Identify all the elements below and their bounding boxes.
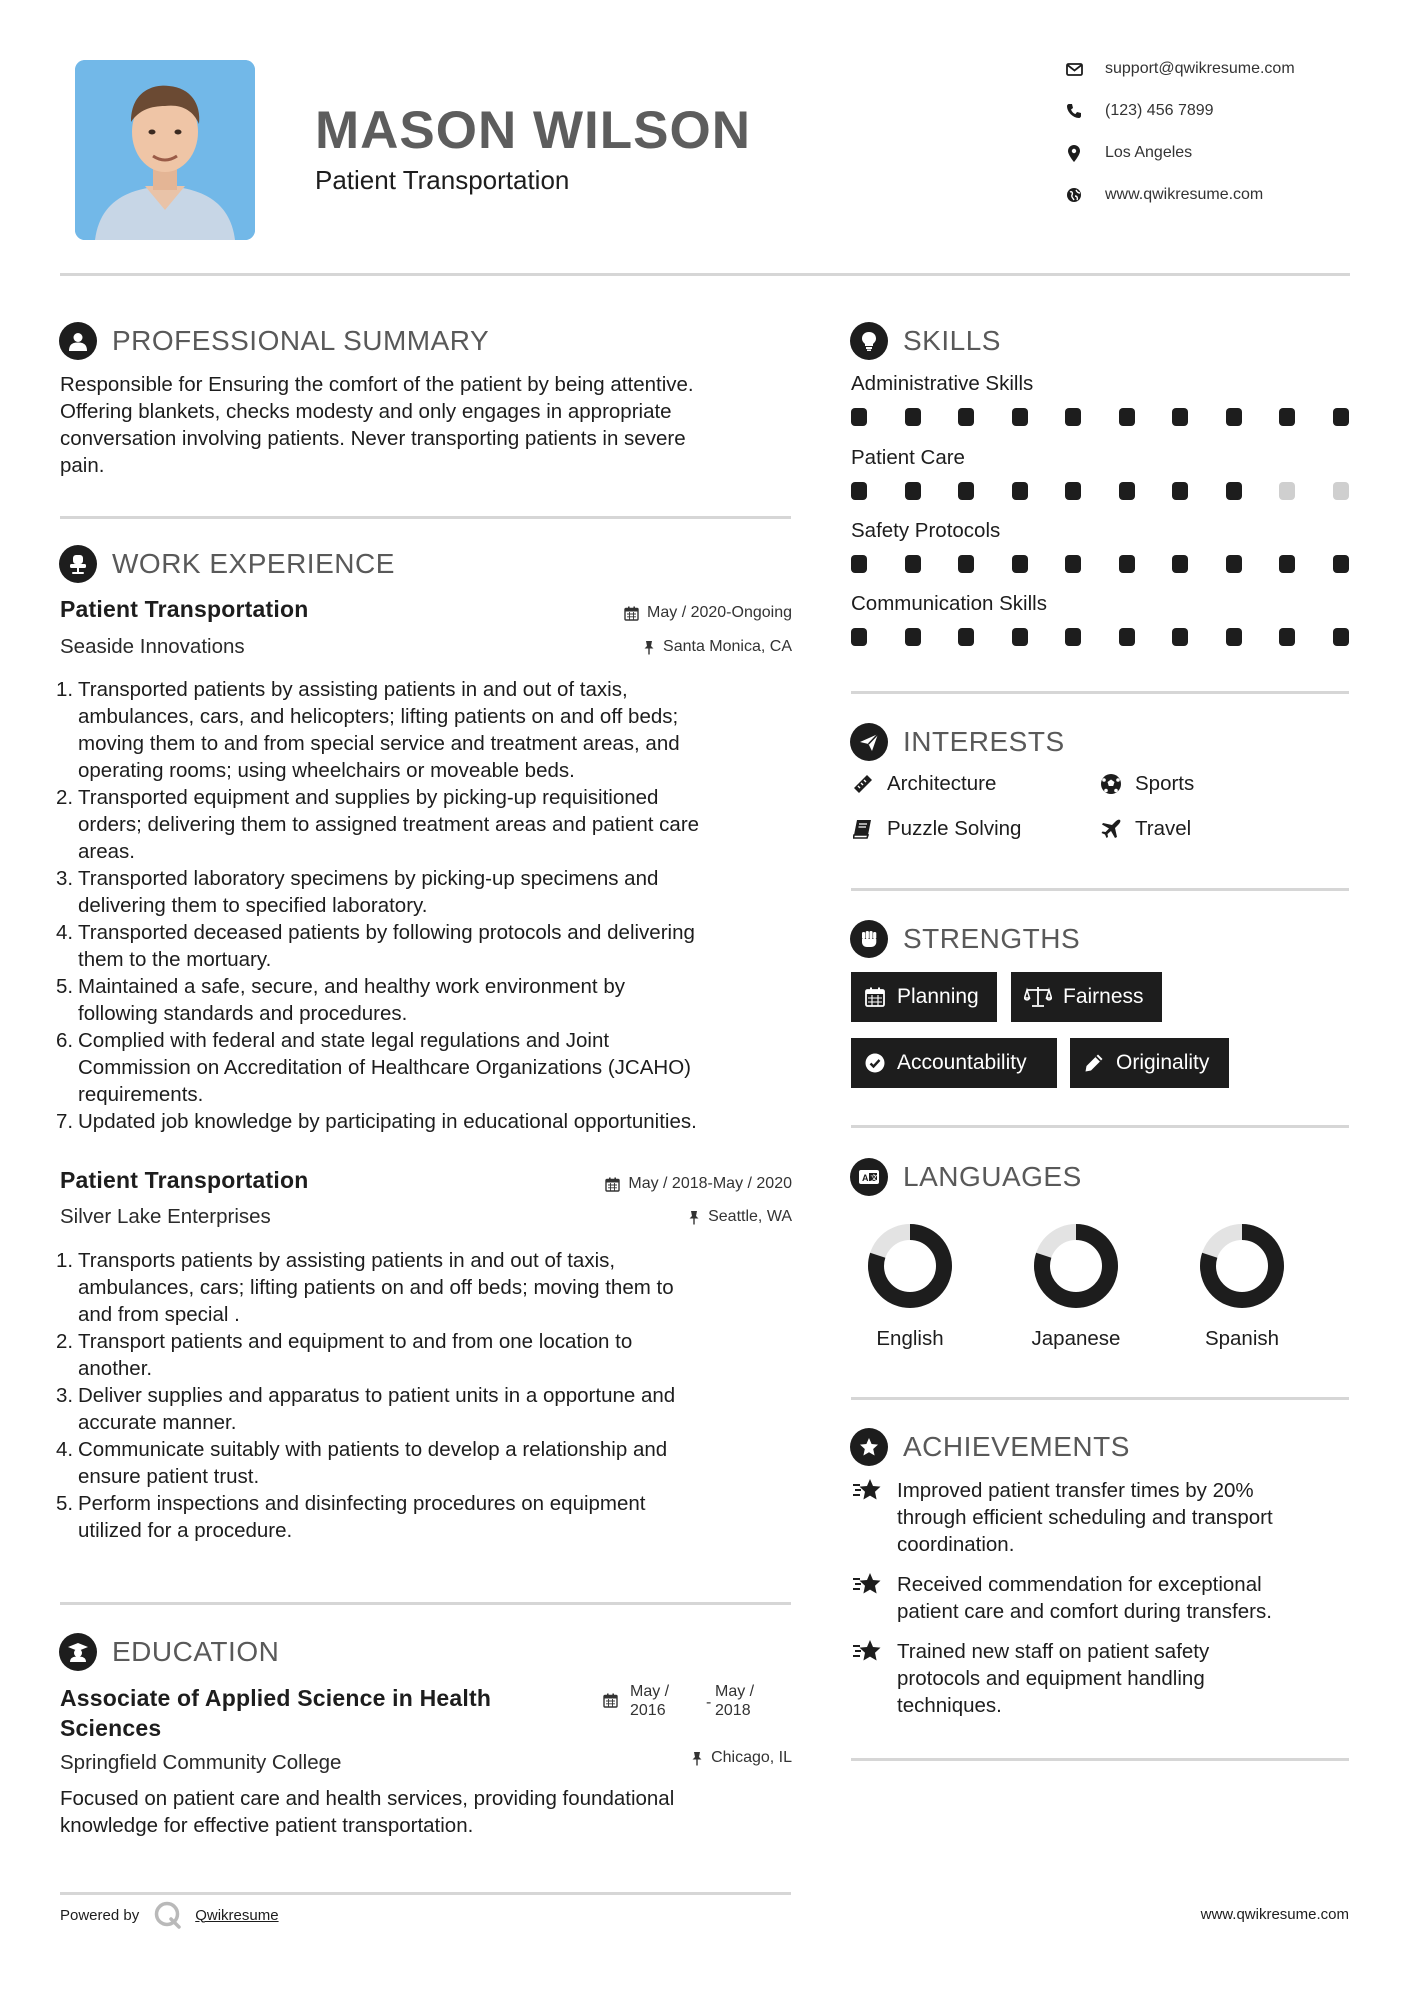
language-icon [850, 1158, 888, 1196]
degree-line: Associate of Applied Science in Health [60, 1685, 492, 1711]
start-month: May / [630, 1683, 670, 1700]
language-name: English [876, 1327, 944, 1350]
rating-dot-filled [1065, 408, 1081, 426]
rating-dot-filled [1279, 555, 1295, 573]
education-divider [60, 1892, 791, 1895]
language-donut [865, 1221, 955, 1311]
skills-title: SKILLS [903, 325, 1001, 356]
star-badge-icon [850, 1428, 888, 1466]
achievement-text: Improved patient transfer times by 20% through efficient scheduling and transport coordination. [897, 1479, 1273, 1556]
qwikresume-logo-icon [153, 1900, 183, 1930]
duty-item: 3. Transported laboratory specimens by picking-up specimens and delivering them to specified laboratory. [56, 867, 659, 917]
summary-divider [60, 516, 791, 519]
skill-rating [851, 555, 1349, 575]
rating-dot-filled [1119, 408, 1135, 426]
summary-line: Offering blankets, checks modesty and only engages in appropriate [60, 400, 672, 423]
paper-plane-icon [850, 723, 888, 761]
achievement-text: Trained new staff on patient safety protocols and equipment handling techniques. [897, 1640, 1210, 1717]
interests-divider [851, 888, 1349, 891]
language-name: Japanese [1031, 1327, 1121, 1350]
rating-dot-filled [1226, 482, 1242, 500]
calendar-icon [605, 1177, 620, 1192]
skill-rating [851, 628, 1349, 648]
chair-icon [59, 545, 97, 583]
rating-dot-filled [1012, 628, 1028, 646]
qwikresume-link[interactable]: Qwikresume [195, 1906, 279, 1924]
rating-dot-filled [1012, 408, 1028, 426]
duty-item: 7. Updated job knowledge by participating in educational opportunities. [56, 1110, 697, 1133]
job-2-dates-text: May / 2018-May / 2020 [628, 1175, 792, 1192]
achievement-text: Received commendation for exceptional patient care and comfort during transfers. [897, 1573, 1272, 1623]
summary-title: PROFESSIONAL SUMMARY [112, 325, 490, 356]
summary-text [60, 371, 820, 479]
job-2-dates [605, 1175, 792, 1193]
rating-dot-filled [1065, 555, 1081, 573]
strengths-divider [851, 1125, 1349, 1128]
education-heading [59, 1633, 279, 1671]
envelope-icon [1063, 58, 1085, 80]
candidate-name: MASON WILSON [315, 101, 751, 160]
achievement-item [851, 1477, 1351, 1558]
rating-dot-filled [1226, 555, 1242, 573]
strength-tag [1070, 1038, 1229, 1088]
strength-label: Fairness [1063, 985, 1144, 1008]
strength-label: Accountability [897, 1051, 1027, 1074]
duty-item: 5. Maintained a safe, secure, and healthy work environment by following standards and procedures. [56, 975, 625, 1025]
contact-email-text: support@qwikresume.com [1105, 60, 1295, 77]
interest-label: Architecture [887, 772, 997, 795]
education-title: EDUCATION [112, 1636, 280, 1667]
skills-divider [851, 691, 1349, 694]
interests-title: INTERESTS [903, 726, 1065, 757]
interest-item [851, 817, 1021, 841]
contact-website-text: www.qwikresume.com [1105, 186, 1264, 203]
start-year: 2016 [630, 1702, 666, 1719]
pushpin-icon [643, 640, 655, 655]
book-icon [851, 817, 875, 841]
achievement-item [851, 1571, 1351, 1625]
language-name: Spanish [1204, 1327, 1280, 1350]
duty-item: 3. Deliver supplies and apparatus to patient units in a opportune and accurate manner. [56, 1384, 676, 1434]
pencil-icon [1082, 1051, 1106, 1075]
rating-dot-filled [1172, 482, 1188, 500]
lightbulb-icon [850, 322, 888, 360]
job-2-company: Silver Lake Enterprises [60, 1205, 271, 1228]
contact-phone[interactable] [1063, 99, 1363, 123]
summary-line: conversation involving patients. Never transporting patients in severe [60, 427, 686, 450]
rating-dot-filled [1226, 408, 1242, 426]
rating-dot-filled [851, 628, 867, 646]
contact-location [1063, 141, 1363, 165]
star-icon [851, 1638, 885, 1668]
duty-item: 5. Perform inspections and disinfecting procedures on equipment utilized for a procedure. [56, 1492, 646, 1542]
language-ring [1016, 1221, 1136, 1311]
summary-heading [59, 322, 489, 360]
rating-dot-filled [851, 408, 867, 426]
duty-item: 1. Transported patients by assisting patients in and out of taxis, ambulances, cars, and helicopters; lifting patients on and off beds; moving them to and from special service and treatment areas, and operating rooms; using wheelchairs or moveable beds. [56, 678, 680, 782]
candidate-role: Patient Transportation [315, 165, 570, 195]
rating-dot-empty [1333, 482, 1349, 500]
education-school: Springfield Community College [60, 1751, 342, 1774]
calendar-icon [863, 985, 887, 1009]
achievements-divider [851, 1758, 1349, 1761]
education-location [691, 1749, 792, 1767]
end-month: May / [715, 1683, 755, 1700]
rating-dot-filled [905, 628, 921, 646]
rating-dot-filled [905, 408, 921, 426]
education-location-text: Chicago, IL [711, 1749, 792, 1766]
calendar-icon [603, 1693, 618, 1708]
soccer-ball-icon [1099, 772, 1123, 796]
pushpin-icon [691, 1751, 703, 1766]
footer-url[interactable]: www.qwikresume.com [1200, 1906, 1349, 1923]
end-year: 2018 [715, 1702, 751, 1719]
strengths-heading [850, 920, 1080, 958]
rating-dot-filled [1333, 555, 1349, 573]
job-2-location [688, 1208, 792, 1226]
rating-dot-filled [1172, 408, 1188, 426]
interest-item [1099, 817, 1191, 841]
languages-title: LANGUAGES [903, 1161, 1082, 1192]
contact-phone-text: (123) 456 7899 [1105, 102, 1214, 119]
interest-label: Sports [1135, 772, 1195, 795]
powered-by-label: Powered by [60, 1906, 140, 1924]
contact-website[interactable] [1063, 183, 1363, 207]
achievements-title: ACHIEVEMENTS [903, 1431, 1130, 1462]
rating-dot-filled [1279, 628, 1295, 646]
skill-rating [851, 408, 1349, 428]
scale-icon [1023, 985, 1053, 1009]
contact-location-text: Los Angeles [1105, 144, 1193, 161]
user-icon [59, 322, 97, 360]
rating-dot-filled [1119, 482, 1135, 500]
rating-dot-filled [851, 555, 867, 573]
strength-label: Planning [897, 985, 979, 1008]
job-1-title: Patient Transportation [60, 596, 309, 622]
rating-dot-filled [905, 555, 921, 573]
strength-label: Originality [1116, 1051, 1210, 1074]
calendar-icon [624, 606, 639, 621]
summary-line: Responsible for Ensuring the comfort of the patient by being attentive. [60, 373, 694, 396]
svg-text:文: 文 [870, 1175, 878, 1182]
skill-name: Safety Protocols [851, 519, 1001, 542]
duty-item: 2. Transported equipment and supplies by picking-up requisitioned orders; delivering them to assigned treatment areas and patient care areas. [56, 786, 700, 863]
strengths-title: STRENGTHS [903, 923, 1081, 954]
duty-item: 4. Transported deceased patients by following protocols and delivering them to the mortuary. [56, 921, 695, 971]
fist-icon [850, 920, 888, 958]
rating-dot-filled [905, 482, 921, 500]
achievements-heading [850, 1428, 1130, 1466]
rating-dot-filled [1333, 408, 1349, 426]
duty-item: 4. Communicate suitably with patients to develop a relationship and ensure patient trust. [56, 1438, 668, 1488]
interest-label: Puzzle Solving [887, 817, 1022, 840]
education-dates [603, 1683, 773, 1723]
language-ring [1182, 1221, 1302, 1311]
work-title: WORK EXPERIENCE [112, 548, 395, 579]
contact-email[interactable] [1063, 57, 1363, 81]
rating-dot-filled [958, 555, 974, 573]
rating-dot-filled [1119, 628, 1135, 646]
work-divider [60, 1602, 791, 1605]
summary-line: pain. [60, 454, 105, 477]
job-1-dates-text: May / 2020-Ongoing [647, 604, 792, 621]
job-1-dates [624, 604, 792, 622]
skill-name: Communication Skills [851, 592, 1047, 615]
duty-item: 1. Transports patients by assisting patients in and out of taxis, ambulances, cars; lifting patients on and off beds; moving them to and from special . [56, 1249, 674, 1326]
work-heading [59, 545, 395, 583]
rating-dot-filled [851, 482, 867, 500]
strength-tag [851, 972, 997, 1022]
rating-dot-filled [1279, 408, 1295, 426]
star-icon [851, 1477, 885, 1507]
degree-line: Sciences [60, 1715, 162, 1741]
rating-dot-filled [958, 482, 974, 500]
rating-dot-filled [1172, 628, 1188, 646]
skills-heading [850, 322, 1001, 360]
education-degree [60, 1683, 491, 1743]
footer-powered-by [60, 1900, 279, 1930]
rating-dot-filled [1065, 482, 1081, 500]
rating-dot-filled [958, 408, 974, 426]
rating-dot-filled [1065, 628, 1081, 646]
job-1-location [643, 638, 792, 656]
rating-dot-empty [1279, 482, 1295, 500]
language-ring [850, 1221, 970, 1311]
languages-divider [851, 1397, 1349, 1400]
header-divider [60, 273, 1350, 276]
language-donut [1031, 1221, 1121, 1311]
achievement-item [851, 1638, 1351, 1719]
duty-item: 6. Complied with federal and state legal regulations and Joint Commission on Accreditation of Healthcare Organizations (JCAHO) requirements. [56, 1029, 691, 1106]
job-2-duties [56, 1247, 796, 1544]
job-1-duties [56, 676, 796, 1135]
interests-heading [850, 723, 1065, 761]
rating-dot-filled [1012, 555, 1028, 573]
strength-tag [851, 1038, 1057, 1088]
star-icon [851, 1571, 885, 1601]
rating-dot-filled [1226, 628, 1242, 646]
interest-label: Travel [1135, 817, 1192, 840]
skill-name: Patient Care [851, 446, 965, 469]
pushpin-icon [688, 1210, 700, 1225]
language-donut [1197, 1221, 1287, 1311]
rating-dot-filled [958, 628, 974, 646]
plane-icon [1099, 817, 1123, 841]
map-pin-icon [1063, 142, 1085, 164]
date-dash: - [706, 1694, 712, 1711]
skill-rating [851, 482, 1349, 502]
rating-dot-filled [1333, 628, 1349, 646]
interest-item [1099, 772, 1194, 796]
rating-dot-filled [1172, 555, 1188, 573]
job-1-location-text: Santa Monica, CA [663, 638, 792, 655]
strength-tag [1011, 972, 1162, 1022]
skill-name: Administrative Skills [851, 372, 1034, 395]
duty-item: 2. Transport patients and equipment to and from one location to another. [56, 1330, 633, 1380]
job-1-company: Seaside Innovations [60, 635, 245, 658]
languages-heading [850, 1158, 1082, 1196]
svg-text:A: A [862, 1173, 869, 1183]
check-circle-icon [863, 1051, 887, 1075]
rating-dot-filled [1012, 482, 1028, 500]
job-2-location-text: Seattle, WA [708, 1208, 792, 1225]
phone-icon [1063, 100, 1085, 122]
profile-photo [75, 60, 255, 240]
rating-dot-filled [1119, 555, 1135, 573]
education-description: Focused on patient care and health services, providing foundational knowledge for effective patient transportation. [60, 1787, 675, 1837]
ruler-icon [851, 772, 875, 796]
globe-icon [1063, 184, 1085, 206]
interest-item [851, 772, 996, 796]
graduate-icon [59, 1633, 97, 1671]
job-2-title: Patient Transportation [60, 1167, 309, 1193]
